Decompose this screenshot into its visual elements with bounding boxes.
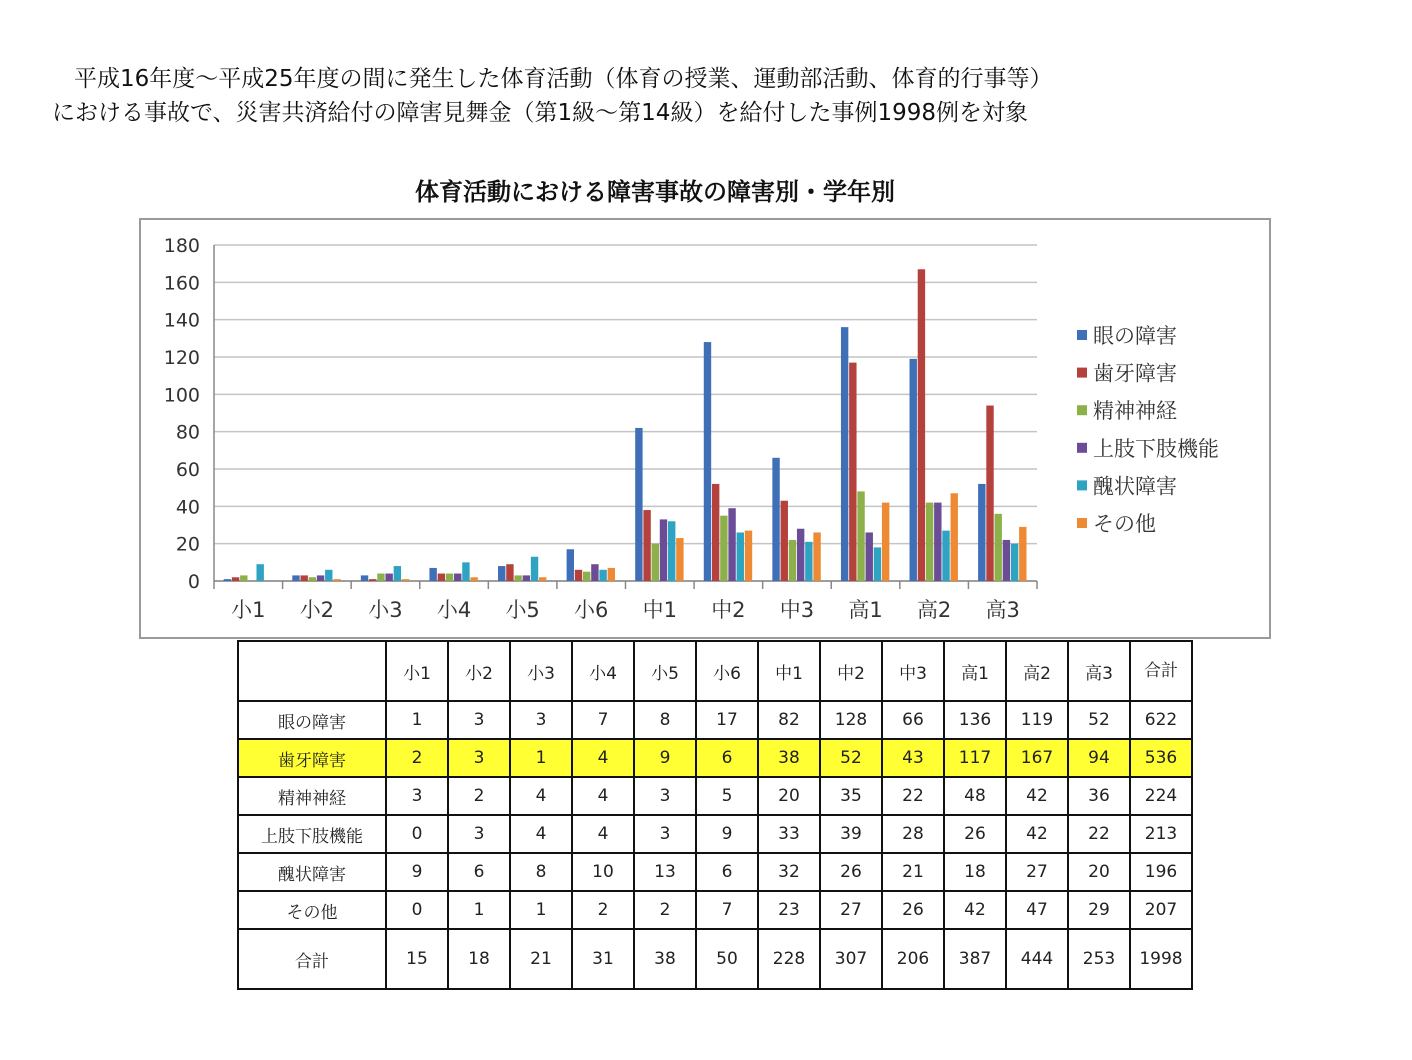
y-tick-label: 20: [175, 533, 200, 556]
table-cell: 3: [634, 815, 696, 853]
bar-精神神経-小4: [446, 574, 453, 581]
bar-醜状障害-小6: [599, 570, 606, 581]
bar-精神神経-小2: [309, 577, 316, 581]
bar-その他-高2: [951, 493, 958, 581]
bar-歯牙障害-中1: [643, 510, 650, 581]
bar-歯牙障害-高1: [849, 363, 856, 581]
table-header-cell: 中3: [882, 641, 944, 701]
table-cell: 94: [1068, 739, 1130, 777]
table-cell: 28: [882, 815, 944, 853]
bar-醜状障害-小2: [325, 570, 332, 581]
legend-swatch: [1077, 330, 1087, 340]
bar-眼の障害-中1: [635, 428, 642, 581]
bar-眼の障害-高2: [910, 359, 917, 581]
bar-歯牙障害-中3: [781, 501, 788, 581]
y-tick-label: 0: [187, 571, 200, 593]
table-cell: 2: [634, 891, 696, 929]
bar-精神神経-小1: [240, 575, 247, 581]
bar-上肢下肢機能-高2: [934, 503, 941, 581]
bar-醜状障害-高2: [942, 531, 949, 581]
table-cell: 18: [944, 853, 1006, 891]
table-row-label: 眼の障害: [238, 701, 386, 739]
legend-swatch: [1077, 518, 1087, 528]
bar-上肢下肢機能-小6: [591, 564, 598, 581]
bar-醜状障害-中1: [668, 521, 675, 581]
table-header-cell: 小1: [386, 641, 448, 701]
bar-その他-小3: [402, 579, 409, 581]
table-cell: 27: [820, 891, 882, 929]
table-cell: 23: [758, 891, 820, 929]
legend-label: 眼の障害: [1093, 324, 1177, 348]
table-cell: 6: [696, 853, 758, 891]
bar-歯牙障害-小6: [575, 570, 582, 581]
x-tick-label: 小2: [299, 598, 335, 622]
bar-上肢下肢機能-中3: [797, 529, 804, 581]
table-corner-cell: [238, 641, 386, 701]
table-cell: 207: [1130, 891, 1192, 929]
table-row-label: 合計: [238, 929, 386, 989]
bar-歯牙障害-小2: [300, 575, 307, 581]
table-cell: 42: [944, 891, 1006, 929]
x-tick-label: 中1: [642, 598, 677, 622]
x-tick-label: 小5: [505, 598, 540, 622]
y-tick-label: 140: [163, 309, 200, 332]
table-row-label: 精神神経: [238, 777, 386, 815]
bar-眼の障害-小1: [224, 579, 231, 581]
table-cell: 206: [882, 929, 944, 989]
y-tick-label: 160: [163, 272, 200, 295]
table-cell: 22: [1068, 815, 1130, 853]
legend-swatch: [1077, 480, 1087, 490]
table-cell: 38: [758, 739, 820, 777]
table-cell: 82: [758, 701, 820, 739]
table-row: [238, 815, 1192, 853]
y-tick-label: 180: [163, 235, 200, 257]
table-header-cell: 小6: [696, 641, 758, 701]
bar-醜状障害-小3: [394, 566, 401, 581]
bar-上肢下肢機能-小2: [317, 575, 324, 581]
table-cell: 0: [386, 891, 448, 929]
bar-醜状障害-小1: [256, 564, 263, 581]
bar-その他-小6: [608, 568, 615, 581]
table-row: [238, 929, 1192, 989]
bar-その他-中3: [813, 532, 820, 581]
table-cell: 36: [1068, 777, 1130, 815]
legend-swatch: [1077, 405, 1087, 415]
table-cell: 9: [634, 739, 696, 777]
legend-swatch: [1077, 368, 1087, 378]
table-header-cell: 高1: [944, 641, 1006, 701]
legend-swatch: [1077, 443, 1087, 453]
table-cell: 20: [758, 777, 820, 815]
bar-眼の障害-小3: [361, 575, 368, 581]
table-header-cell: 中2: [820, 641, 882, 701]
bar-歯牙障害-中2: [712, 484, 719, 581]
bar-その他-高3: [1019, 527, 1026, 581]
bar-歯牙障害-小1: [232, 577, 239, 581]
table-cell: 6: [696, 739, 758, 777]
table-cell: 6: [448, 853, 510, 891]
table-row-label: その他: [238, 891, 386, 929]
table-cell: 26: [820, 853, 882, 891]
table-cell: 7: [696, 891, 758, 929]
table-cell: 536: [1130, 739, 1192, 777]
table-cell: 3: [386, 777, 448, 815]
bar-精神神経-中1: [652, 544, 659, 581]
table-header-total: 合計: [1130, 641, 1192, 701]
table-header-cell: 小4: [572, 641, 634, 701]
table-cell: 8: [634, 701, 696, 739]
table-cell: 52: [1068, 701, 1130, 739]
bar-眼の障害-中3: [772, 458, 779, 581]
bar-精神神経-小6: [583, 572, 590, 581]
bar-眼の障害-小2: [292, 575, 299, 581]
table-cell: 224: [1130, 777, 1192, 815]
table-cell: 2: [448, 777, 510, 815]
bar-眼の障害-高3: [978, 484, 985, 581]
table-header-cell: 小5: [634, 641, 696, 701]
table-cell: 33: [758, 815, 820, 853]
table-cell: 32: [758, 853, 820, 891]
bar-醜状障害-中2: [737, 532, 744, 581]
table-header-cell: 高2: [1006, 641, 1068, 701]
table-header-row: [238, 641, 1192, 701]
table-row-label: 歯牙障害: [238, 739, 386, 777]
bar-眼の障害-小5: [498, 566, 505, 581]
bar-その他-中1: [676, 538, 683, 581]
table-cell: 1998: [1130, 929, 1192, 989]
bar-醜状障害-中3: [805, 542, 812, 581]
bar-歯牙障害-小4: [438, 574, 445, 581]
table-row-label: 上肢下肢機能: [238, 815, 386, 853]
bar-上肢下肢機能-中1: [660, 519, 667, 581]
table-row-label: 醜状障害: [238, 853, 386, 891]
table-header-cell: 中1: [758, 641, 820, 701]
x-tick-label: 高2: [916, 598, 952, 622]
table-cell: 15: [386, 929, 448, 989]
bar-歯牙障害-小3: [369, 579, 376, 581]
table-cell: 27: [1006, 853, 1068, 891]
table-cell: 3: [448, 815, 510, 853]
chart-title: 体育活動における障害事故の障害別・学年別: [415, 178, 895, 206]
table-cell: 10: [572, 853, 634, 891]
table-cell: 213: [1130, 815, 1192, 853]
table-row: [238, 701, 1192, 739]
bar-その他-中2: [745, 531, 752, 581]
legend-label: 醜状障害: [1093, 474, 1177, 499]
table-cell: 29: [1068, 891, 1130, 929]
x-tick-label: 小3: [368, 598, 403, 622]
bar-眼の障害-中2: [704, 342, 711, 581]
table-cell: 8: [510, 853, 572, 891]
table-cell: 22: [882, 777, 944, 815]
bar-上肢下肢機能-小3: [385, 574, 392, 581]
bar-上肢下肢機能-中2: [728, 508, 735, 581]
y-tick-label: 40: [175, 496, 200, 519]
bar-眼の障害-小4: [429, 568, 436, 581]
intro-line-2: における事故で、災害共済給付の障害見舞金（第1級～第14級）を給付した事例1998例を対象: [52, 100, 1028, 126]
table-cell: 4: [510, 777, 572, 815]
table-cell: 128: [820, 701, 882, 739]
bar-眼の障害-高1: [841, 327, 848, 581]
bar-上肢下肢機能-高3: [1003, 540, 1010, 581]
table-cell: 39: [820, 815, 882, 853]
table-cell: 42: [1006, 777, 1068, 815]
table-cell: 2: [386, 739, 448, 777]
table-cell: 52: [820, 739, 882, 777]
table-header-cell: 高3: [1068, 641, 1130, 701]
table-cell: 21: [510, 929, 572, 989]
y-tick-label: 100: [163, 384, 200, 407]
bar-上肢下肢機能-小4: [454, 574, 461, 581]
table-row: [238, 891, 1192, 929]
table-cell: 3: [448, 739, 510, 777]
table-cell: 13: [634, 853, 696, 891]
table-row: [238, 739, 1192, 777]
table-cell: 43: [882, 739, 944, 777]
bar-眼の障害-小6: [567, 549, 574, 581]
table-cell: 119: [1006, 701, 1068, 739]
y-tick-label: 60: [175, 459, 200, 481]
bar-醜状障害-小4: [462, 562, 469, 581]
bar-醜状障害-高3: [1011, 544, 1018, 581]
table-cell: 0: [386, 815, 448, 853]
y-tick-label: 80: [175, 421, 200, 444]
bar-精神神経-小3: [377, 574, 384, 581]
bar-chart: [141, 220, 1269, 637]
table-cell: 1: [448, 891, 510, 929]
table-cell: 42: [1006, 815, 1068, 853]
table-cell: 136: [944, 701, 1006, 739]
x-tick-label: 中3: [779, 598, 815, 622]
table-cell: 26: [882, 891, 944, 929]
bar-上肢下肢機能-小5: [523, 575, 530, 581]
table-cell: 3: [448, 701, 510, 739]
bar-その他-小2: [333, 579, 340, 581]
table-cell: 4: [572, 739, 634, 777]
legend-label: その他: [1093, 512, 1156, 536]
table-cell: 253: [1068, 929, 1130, 989]
bar-精神神経-高1: [857, 491, 864, 581]
intro-text: [52, 62, 1392, 130]
table-row: [238, 777, 1192, 815]
bar-精神神経-高3: [995, 514, 1002, 581]
legend-label: 上肢下肢機能: [1093, 436, 1219, 461]
table-cell: 17: [696, 701, 758, 739]
bar-精神神経-小5: [514, 575, 521, 581]
table-cell: 4: [510, 815, 572, 853]
table-cell: 117: [944, 739, 1006, 777]
table-cell: 307: [820, 929, 882, 989]
table-header-cell: 小2: [448, 641, 510, 701]
bar-醜状障害-小5: [531, 557, 538, 581]
table-cell: 48: [944, 777, 1006, 815]
table-cell: 9: [386, 853, 448, 891]
table-cell: 66: [882, 701, 944, 739]
bar-その他-小4: [470, 577, 477, 581]
table-cell: 18: [448, 929, 510, 989]
x-tick-label: 高3: [985, 598, 1020, 622]
data-table: [237, 640, 1193, 990]
table-cell: 35: [820, 777, 882, 815]
intro-line-1: 平成16年度～平成25年度の間に発生した体育活動（体育の授業、運動部活動、体育的行事等）: [74, 66, 1053, 92]
y-tick-label: 120: [163, 347, 200, 369]
table-cell: 5: [696, 777, 758, 815]
legend-label: 歯牙障害: [1093, 361, 1177, 386]
table-cell: 196: [1130, 853, 1192, 891]
x-tick-label: 小1: [231, 598, 266, 622]
bar-精神神経-高2: [926, 503, 933, 581]
bar-歯牙障害-高2: [918, 269, 925, 581]
table-cell: 387: [944, 929, 1006, 989]
table-cell: 228: [758, 929, 820, 989]
table-cell: 167: [1006, 739, 1068, 777]
table-cell: 21: [882, 853, 944, 891]
table-cell: 20: [1068, 853, 1130, 891]
table-cell: 4: [572, 777, 634, 815]
table-cell: 47: [1006, 891, 1068, 929]
table-cell: 4: [572, 815, 634, 853]
table-cell: 31: [572, 929, 634, 989]
table-cell: 3: [510, 701, 572, 739]
bar-精神神経-中3: [789, 540, 796, 581]
table-cell: 1: [510, 739, 572, 777]
table-cell: 1: [386, 701, 448, 739]
table-cell: 3: [634, 777, 696, 815]
bar-その他-高1: [882, 503, 889, 581]
table-cell: 7: [572, 701, 634, 739]
table-cell: 9: [696, 815, 758, 853]
legend-label: 精神神経: [1093, 399, 1177, 424]
table-cell: 444: [1006, 929, 1068, 989]
table-cell: 50: [696, 929, 758, 989]
table-cell: 26: [944, 815, 1006, 853]
bar-醜状障害-高1: [874, 547, 881, 581]
chart-frame: [139, 218, 1271, 639]
table-cell: 2: [572, 891, 634, 929]
bar-歯牙障害-小5: [506, 564, 513, 581]
x-tick-label: 高1: [848, 598, 883, 622]
x-tick-label: 中2: [711, 598, 746, 622]
table-header-cell: 小3: [510, 641, 572, 701]
x-tick-label: 小4: [436, 598, 472, 622]
table-row: [238, 853, 1192, 891]
bar-歯牙障害-高3: [986, 406, 993, 581]
bar-上肢下肢機能-高1: [866, 532, 873, 581]
bar-精神神経-中2: [720, 516, 727, 581]
table-cell: 38: [634, 929, 696, 989]
bar-その他-小5: [539, 577, 546, 581]
x-tick-label: 小6: [574, 598, 609, 622]
table-cell: 1: [510, 891, 572, 929]
table-cell: 622: [1130, 701, 1192, 739]
